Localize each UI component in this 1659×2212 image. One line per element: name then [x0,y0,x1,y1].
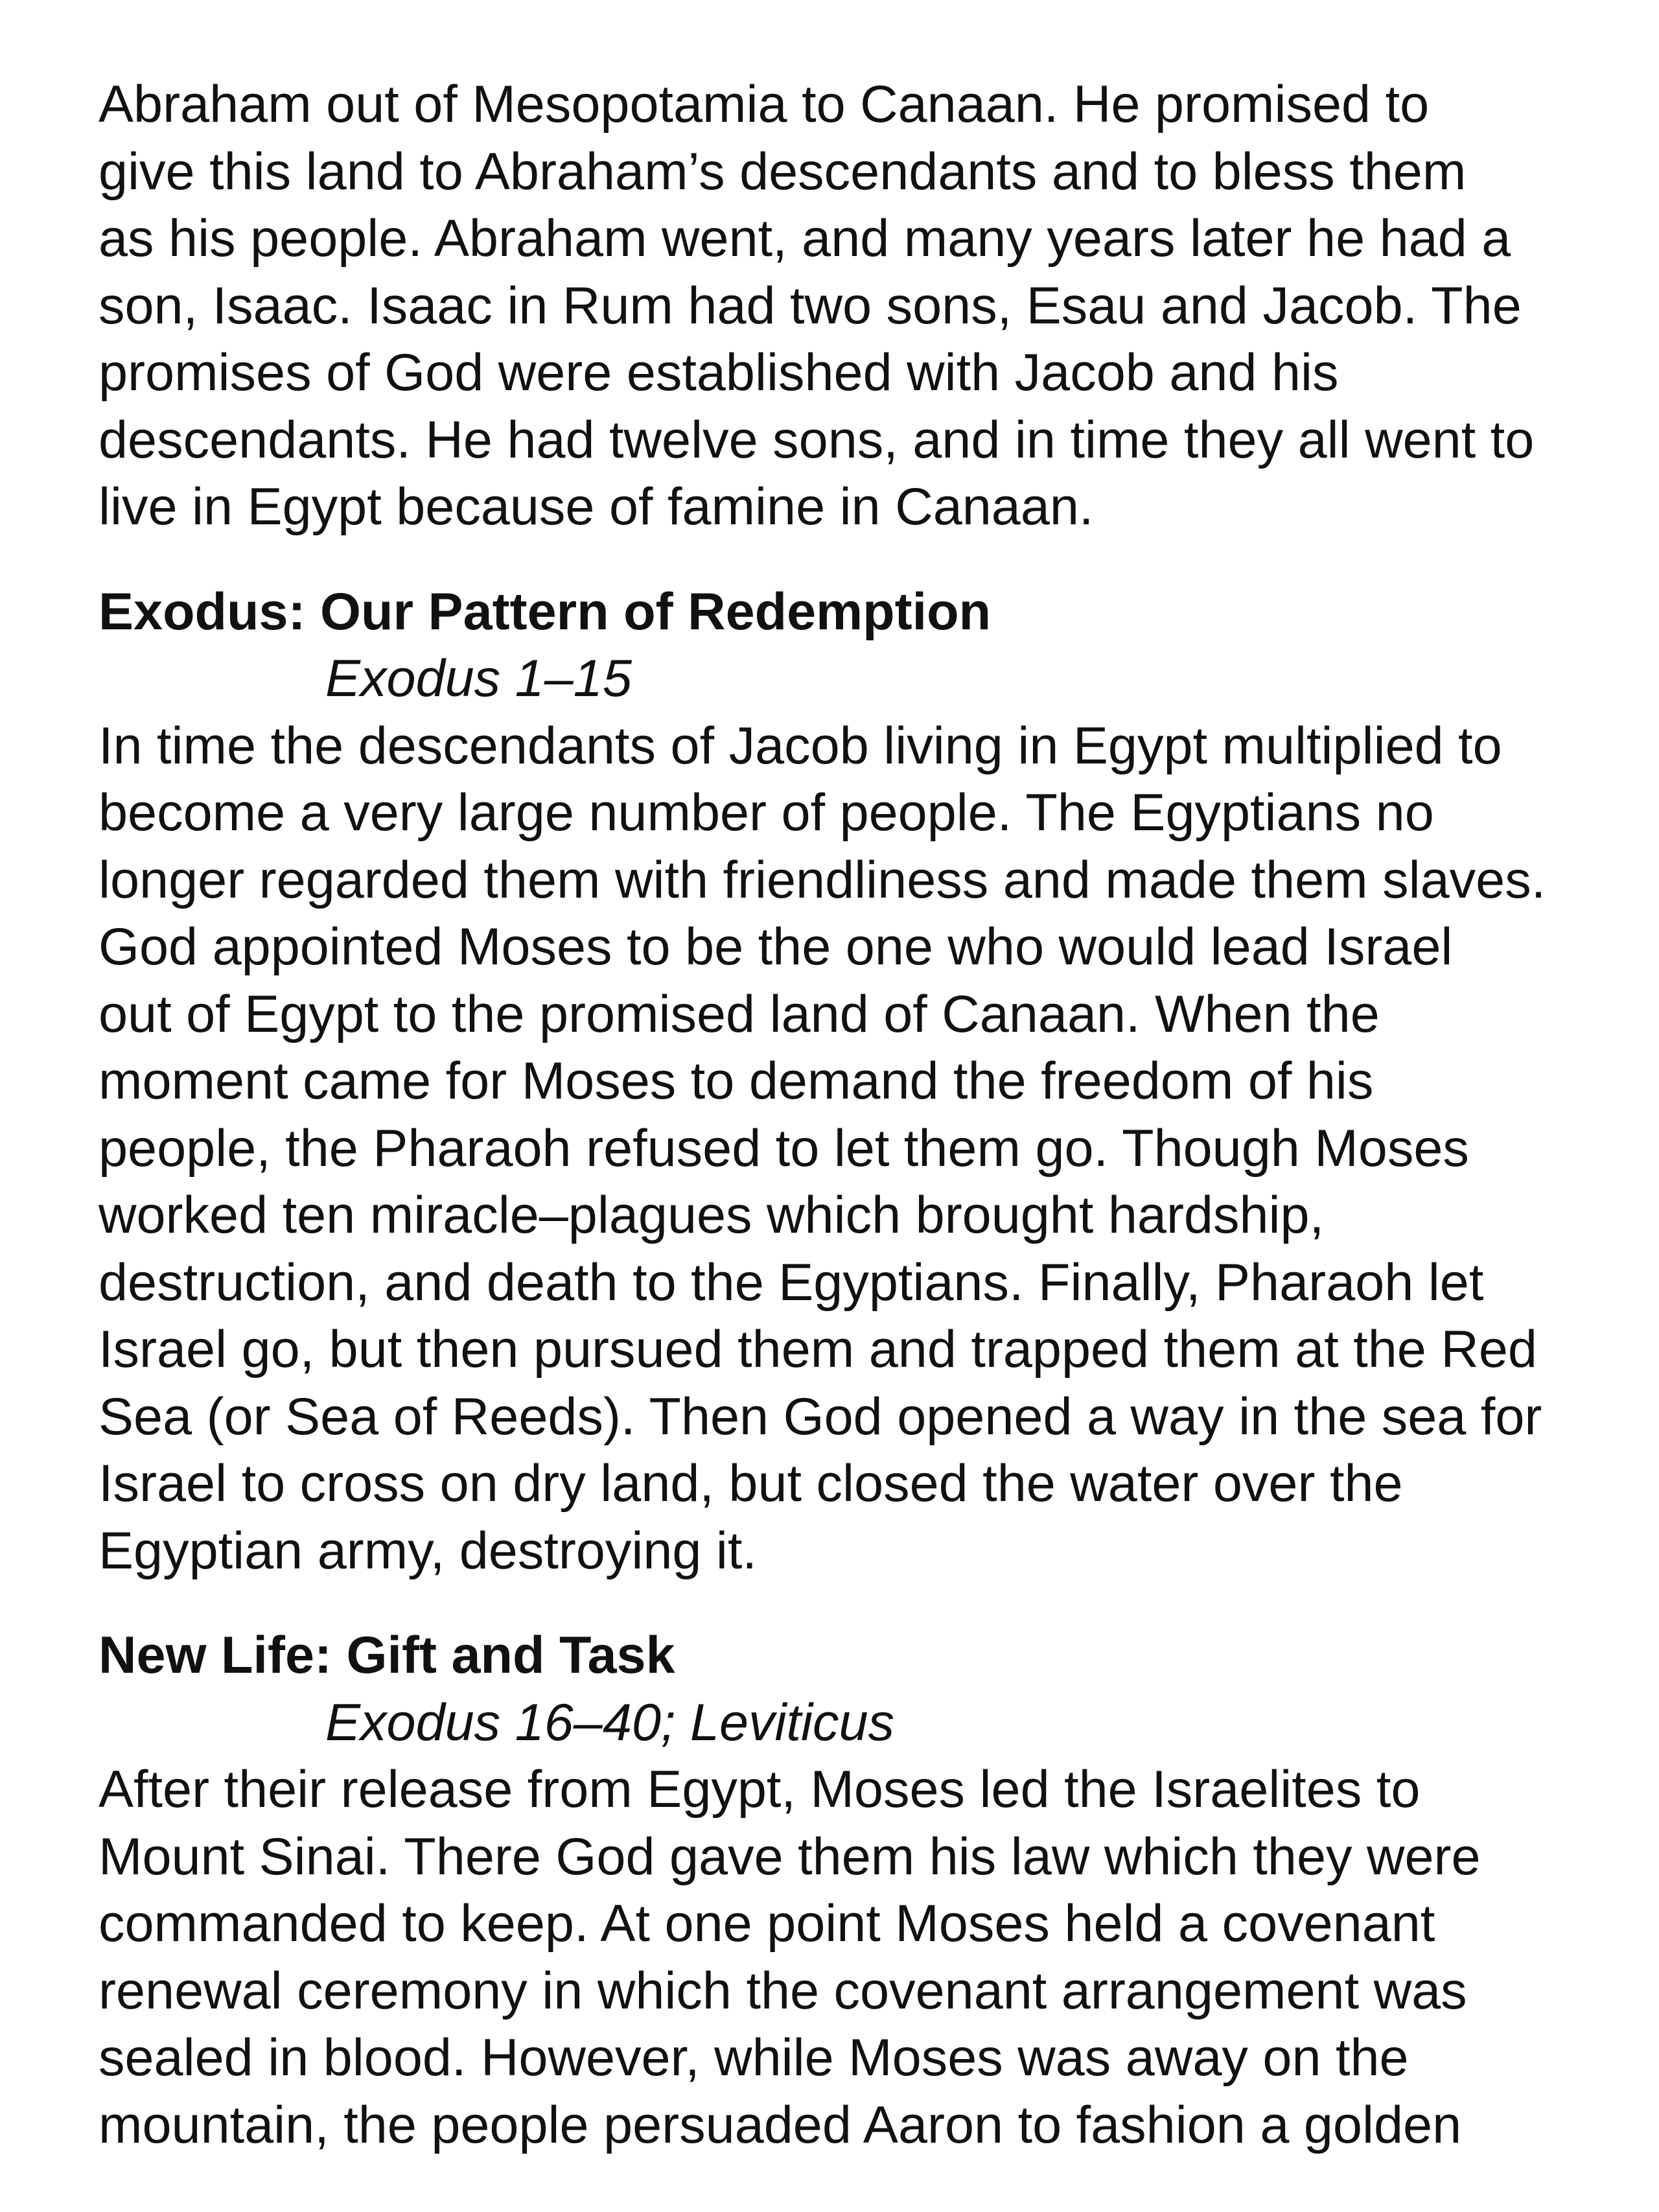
text-line: After their release from Egypt, Moses led the Israelites to [99,1760,1421,1819]
section-heading: New Life: Gift and Task [99,1626,675,1684]
document-page [99,71,1654,2159]
scripture-reference: Exodus 1–15 [325,649,632,708]
scripture-reference: Exodus 16–40; Leviticus [325,1693,895,1752]
text-line: give this land to Abraham’s descendants and to bless them [99,142,1467,201]
text-line: Israel to cross on dry land, but closed the water over the [99,1454,1403,1513]
intro-paragraph [99,71,1654,541]
text-line: descendants. He had twelve sons, and in time they all went to [99,410,1535,469]
text-line: longer regarded them with friendliness and made them slaves. [99,850,1546,909]
text-line: renewal ceremony in which the covenant arrangement was [99,1961,1467,2020]
section-exodus-redemption [99,579,1654,1585]
text-line: as his people. Abraham went, and many years later he had a [99,209,1511,268]
text-line: God appointed Moses to be the one who would lead Israel [99,918,1453,976]
text-line: moment came for Moses to demand the freedom of his [99,1052,1374,1110]
text-line: live in Egypt because of famine in Canaan. [99,478,1094,536]
text-line: out of Egypt to the promised land of Canaan. When the [99,984,1380,1043]
text-line: mountain, the people persuaded Aaron to fashion a golden [99,2095,1462,2154]
text-line: In time the descendants of Jacob living in Egypt multiplied to [99,716,1502,775]
text-line: commanded to keep. At one point Moses held a covenant [99,1894,1435,1953]
text-line: Egyptian army, destroying it. [99,1521,757,1580]
text-line: Sea (or Sea of Reeds). Then God opened a way in the sea for [99,1387,1542,1446]
text-line: promises of God were established with Jacob and his [99,343,1339,402]
text-line: people, the Pharaoh refused to let them go. Though Moses [99,1119,1469,1178]
text-line: Israel go, but then pursued them and trapped them at the Red [99,1320,1537,1379]
text-line: Mount Sinai. There God gave them his law which they were [99,1827,1481,1886]
text-line: sealed in blood. However, while Moses was away on the [99,2029,1409,2087]
section-heading: Exodus: Our Pattern of Redemption [99,582,992,641]
text-line: son, Isaac. Isaac in Rum had two sons, Esau and Jacob. The [99,276,1522,335]
text-line: destruction, and death to the Egyptians. Finally, Pharaoh let [99,1253,1484,1312]
text-line: Abraham out of Mesopotamia to Canaan. He promised to [99,75,1430,134]
text-line: worked ten miracle–plagues which brought hardship, [99,1186,1325,1244]
text-line: become a very large number of people. The Egyptians no [99,784,1434,842]
section-new-life [99,1622,1654,2159]
